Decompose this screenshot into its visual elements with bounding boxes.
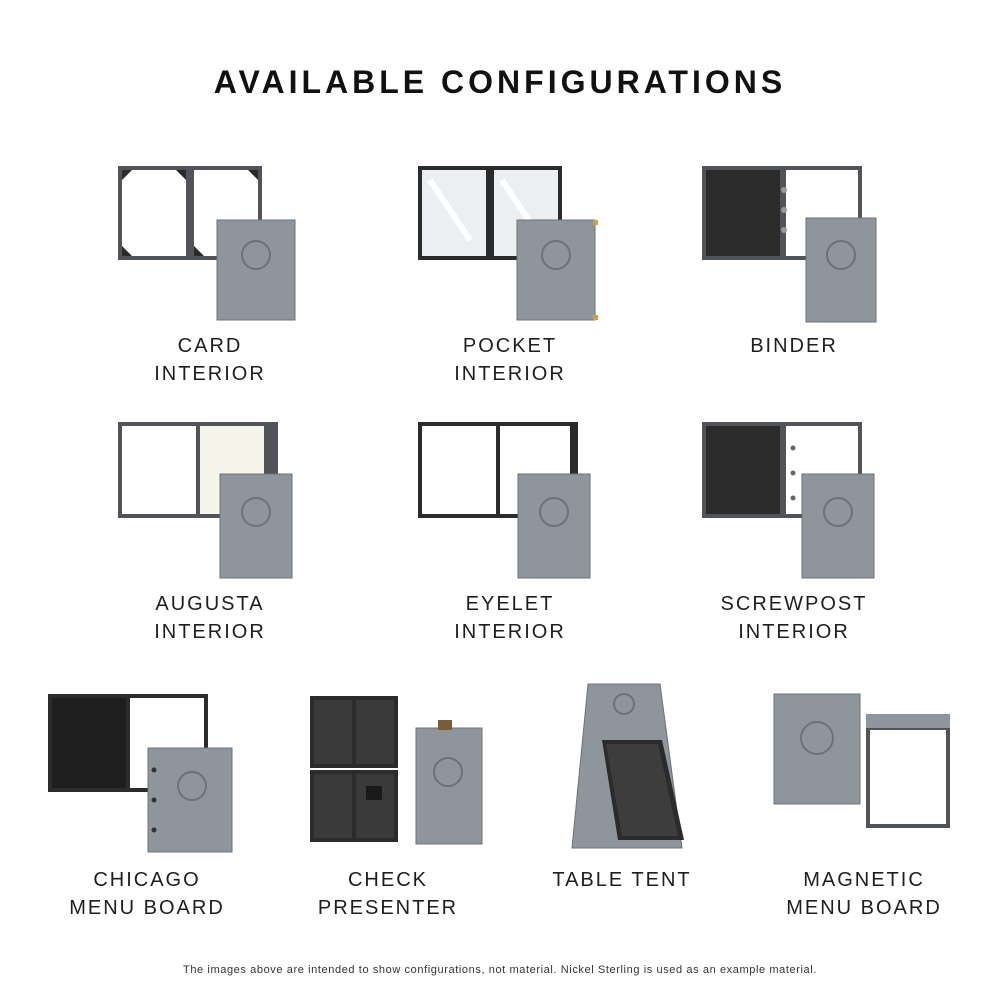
config-check-presenter [288,690,488,930]
check-presenter-icon [288,690,488,860]
page-title: AVAILABLE CONFIGURATIONS [213,64,787,100]
config-label: CHICAGO MENU BOARD [69,869,225,919]
config-label: EYELET INTERIOR [454,593,566,643]
config-label: POCKET INTERIOR [454,335,566,385]
eyelet-interior-menu-cover-icon [410,418,610,588]
disclaimer-footnote: The images above are intended to show configurations, not material. Nickel Sterling is used as an example material. [183,964,817,976]
config-chicago-menu-board [42,690,242,930]
chicago-menu-board-icon [42,690,242,860]
binder-menu-cover-icon [694,160,894,330]
config-table-tent [522,680,722,930]
config-label: MAGNETIC MENU BOARD [786,869,942,919]
config-label: TABLE TENT [552,869,692,891]
config-label: AUGUSTA INTERIOR [154,593,266,643]
pocket-interior-menu-cover-icon [410,160,610,330]
config-eyelet-interior [410,418,610,648]
config-augusta-interior [110,418,310,648]
config-pocket-interior [410,160,610,390]
config-label: SCREWPOST INTERIOR [720,593,868,643]
config-magnetic-menu-board [764,690,964,930]
config-card-interior [110,160,310,390]
augusta-interior-menu-cover-icon [110,418,310,588]
screwpost-interior-menu-cover-icon [694,418,894,588]
magnetic-menu-board-icon [764,690,964,860]
config-label: CARD INTERIOR [154,335,266,385]
config-label: CHECK PRESENTER [317,869,459,919]
config-label: BINDER [750,335,838,357]
config-binder [694,160,894,390]
config-screwpost-interior [694,418,894,648]
table-tent-icon [522,680,722,860]
card-interior-menu-cover-icon [110,160,310,330]
